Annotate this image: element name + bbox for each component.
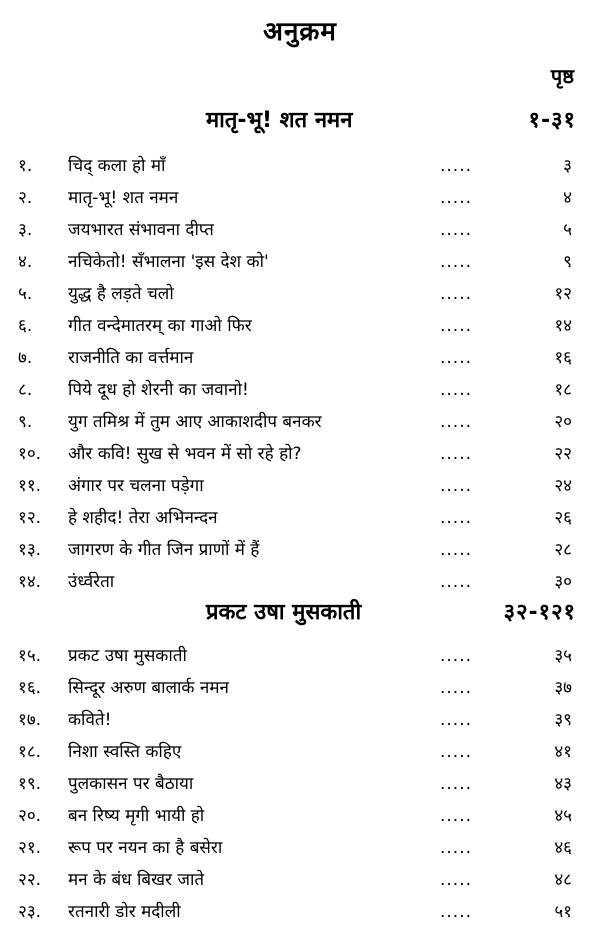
entry-page-number: २२ xyxy=(554,444,572,464)
section-heading xyxy=(0,104,600,138)
toc-entry xyxy=(0,310,600,342)
entry-number: १. xyxy=(18,156,33,176)
entry-page-number: ५ xyxy=(563,220,572,240)
entry-title: युग तमिश्र में तुम आए आकाशदीप बनकर xyxy=(68,412,322,432)
entry-leader: ..... xyxy=(440,156,473,176)
entry-number: १८. xyxy=(18,742,42,762)
toc-entry xyxy=(0,438,600,470)
toc-entry xyxy=(0,246,600,278)
entry-page-number: ३५ xyxy=(554,646,572,666)
entry-title: उंर्ध्वरेता xyxy=(68,572,115,592)
toc-entry xyxy=(0,800,600,832)
entry-leader: ..... xyxy=(440,444,473,464)
entry-number: ९. xyxy=(18,412,33,432)
entry-title: सिन्दूर अरुण बालार्क नमन xyxy=(68,678,229,698)
entry-number: ३. xyxy=(18,220,33,240)
entry-page-number: २४ xyxy=(554,476,572,496)
toc-entry xyxy=(0,566,600,598)
entry-page-number: १२ xyxy=(554,284,572,304)
toc-entry xyxy=(0,736,600,768)
entry-page-number: २६ xyxy=(554,508,572,528)
entry-leader: ..... xyxy=(440,316,473,336)
entry-title: जागरण के गीत जिन प्राणों में हैं xyxy=(68,540,260,560)
entry-title: गीत वन्देमातरम् का गाओ फिर xyxy=(68,316,252,336)
page-title: अनुक्रम xyxy=(263,17,337,47)
entry-page-number: ९ xyxy=(563,252,572,272)
entry-number: १२. xyxy=(18,508,42,528)
entry-page-number: २८ xyxy=(554,540,572,560)
entry-leader: ..... xyxy=(440,710,473,730)
entry-leader: ..... xyxy=(440,902,473,922)
toc-entry xyxy=(0,470,600,502)
entry-leader: ..... xyxy=(440,348,473,368)
entry-title: पुलकासन पर बैठाया xyxy=(68,774,194,794)
entry-leader: ..... xyxy=(440,252,473,272)
entry-number: १५. xyxy=(18,646,42,666)
entry-leader: ..... xyxy=(440,870,473,890)
entry-number: १४. xyxy=(18,572,42,592)
entry-leader: ..... xyxy=(440,380,473,400)
toc-entry xyxy=(0,896,600,928)
entry-title: हे शहीद! तेरा अभिनन्दन xyxy=(68,508,218,528)
toc-entry xyxy=(0,502,600,534)
entry-leader: ..... xyxy=(440,220,473,240)
toc-entry xyxy=(0,374,600,406)
entry-leader: ..... xyxy=(440,646,473,666)
section-title: मातृ-भू! शत नमन xyxy=(206,108,353,133)
section-page-range: १-३१ xyxy=(528,108,576,133)
entry-leader: ..... xyxy=(440,476,473,496)
entry-number: ७. xyxy=(18,348,33,368)
entry-title: रतनारी डोर मदीली xyxy=(68,902,181,922)
entry-page-number: ४३ xyxy=(554,774,572,794)
entry-title: नचिकेतो! सँभालना 'इस देश को' xyxy=(68,252,269,272)
entry-page-number: १४ xyxy=(554,316,572,336)
entry-leader: ..... xyxy=(440,284,473,304)
entry-title: युद्ध है लड़ते चलो xyxy=(68,284,174,304)
entry-page-number: ४१ xyxy=(554,742,572,762)
section-heading xyxy=(0,596,600,630)
page-column-heading: पृष्ठ xyxy=(550,64,574,88)
entry-leader: ..... xyxy=(440,742,473,762)
entry-page-number: ३७ xyxy=(554,678,572,698)
toc-list xyxy=(0,640,600,928)
toc-entry xyxy=(0,864,600,896)
toc-entry xyxy=(0,182,600,214)
entry-title: मातृ-भू! शत नमन xyxy=(68,188,179,208)
entry-number: ६. xyxy=(18,316,33,336)
toc-entry xyxy=(0,640,600,672)
entry-title: और कवि! सुख से भवन में सो रहे हो? xyxy=(68,444,302,464)
toc-entry xyxy=(0,342,600,374)
entry-number: ११. xyxy=(18,476,42,496)
entry-title: पिये दूध हो शेरनी का जवानो! xyxy=(68,380,249,400)
entry-number: २३. xyxy=(18,902,42,922)
entry-title: प्रकट उषा मुसकाती xyxy=(68,646,187,666)
entry-title: राजनीति का वर्त्तमान xyxy=(68,348,194,368)
entry-leader: ..... xyxy=(440,508,473,528)
entry-leader: ..... xyxy=(440,678,473,698)
section-page-range: ३२-१२१ xyxy=(503,600,576,625)
toc-entry xyxy=(0,534,600,566)
entry-page-number: ३९ xyxy=(554,710,572,730)
entry-title: मन के बंध बिखर जाते xyxy=(68,870,205,890)
entry-leader: ..... xyxy=(440,838,473,858)
entry-leader: ..... xyxy=(440,806,473,826)
entry-number: १७. xyxy=(18,710,42,730)
toc-entry xyxy=(0,278,600,310)
toc-entry xyxy=(0,406,600,438)
entry-page-number: ४८ xyxy=(554,870,572,890)
entry-leader: ..... xyxy=(440,774,473,794)
toc-entry xyxy=(0,672,600,704)
entry-page-number: ४५ xyxy=(554,806,572,826)
section-title: प्रकट उषा मुसकाती xyxy=(206,600,362,625)
entry-page-number: १६ xyxy=(554,348,572,368)
entry-number: २. xyxy=(18,188,33,208)
entry-page-number: १८ xyxy=(554,380,572,400)
toc-list xyxy=(0,150,600,598)
toc-entry xyxy=(0,832,600,864)
entry-title: रूप पर नयन का है बसेरा xyxy=(68,838,223,858)
entry-title: निशा स्वस्ति कहिए xyxy=(68,742,182,762)
entry-leader: ..... xyxy=(440,540,473,560)
entry-number: ४. xyxy=(18,252,33,272)
entry-number: १०. xyxy=(18,444,42,464)
toc-entry xyxy=(0,150,600,182)
entry-title: कविते! xyxy=(68,710,112,730)
entry-title: अंगार पर चलना पड़ेगा xyxy=(68,476,204,496)
entry-title: जयभारत संभावना दीप्त xyxy=(68,220,214,240)
entry-leader: ..... xyxy=(440,188,473,208)
entry-page-number: ३० xyxy=(554,572,572,592)
entry-page-number: २० xyxy=(554,412,572,432)
entry-leader: ..... xyxy=(440,572,473,592)
toc-entry xyxy=(0,214,600,246)
entry-page-number: ३ xyxy=(563,156,572,176)
toc-entry xyxy=(0,704,600,736)
entry-page-number: ४६ xyxy=(554,838,572,858)
entry-number: १९. xyxy=(18,774,42,794)
entry-number: १६. xyxy=(18,678,42,698)
entry-page-number: ५१ xyxy=(554,902,572,922)
entry-leader: ..... xyxy=(440,412,473,432)
entry-title: बन रिष्य मृगी भायी हो xyxy=(68,806,205,826)
entry-number: १३. xyxy=(18,540,42,560)
entry-page-number: ४ xyxy=(563,188,572,208)
entry-number: ५. xyxy=(18,284,33,304)
entry-number: २२. xyxy=(18,870,42,890)
entry-title: चिद् कला हो माँ xyxy=(68,156,166,176)
entry-number: २१. xyxy=(18,838,42,858)
entry-number: २०. xyxy=(18,806,42,826)
entry-number: ८. xyxy=(18,380,33,400)
toc-entry xyxy=(0,768,600,800)
